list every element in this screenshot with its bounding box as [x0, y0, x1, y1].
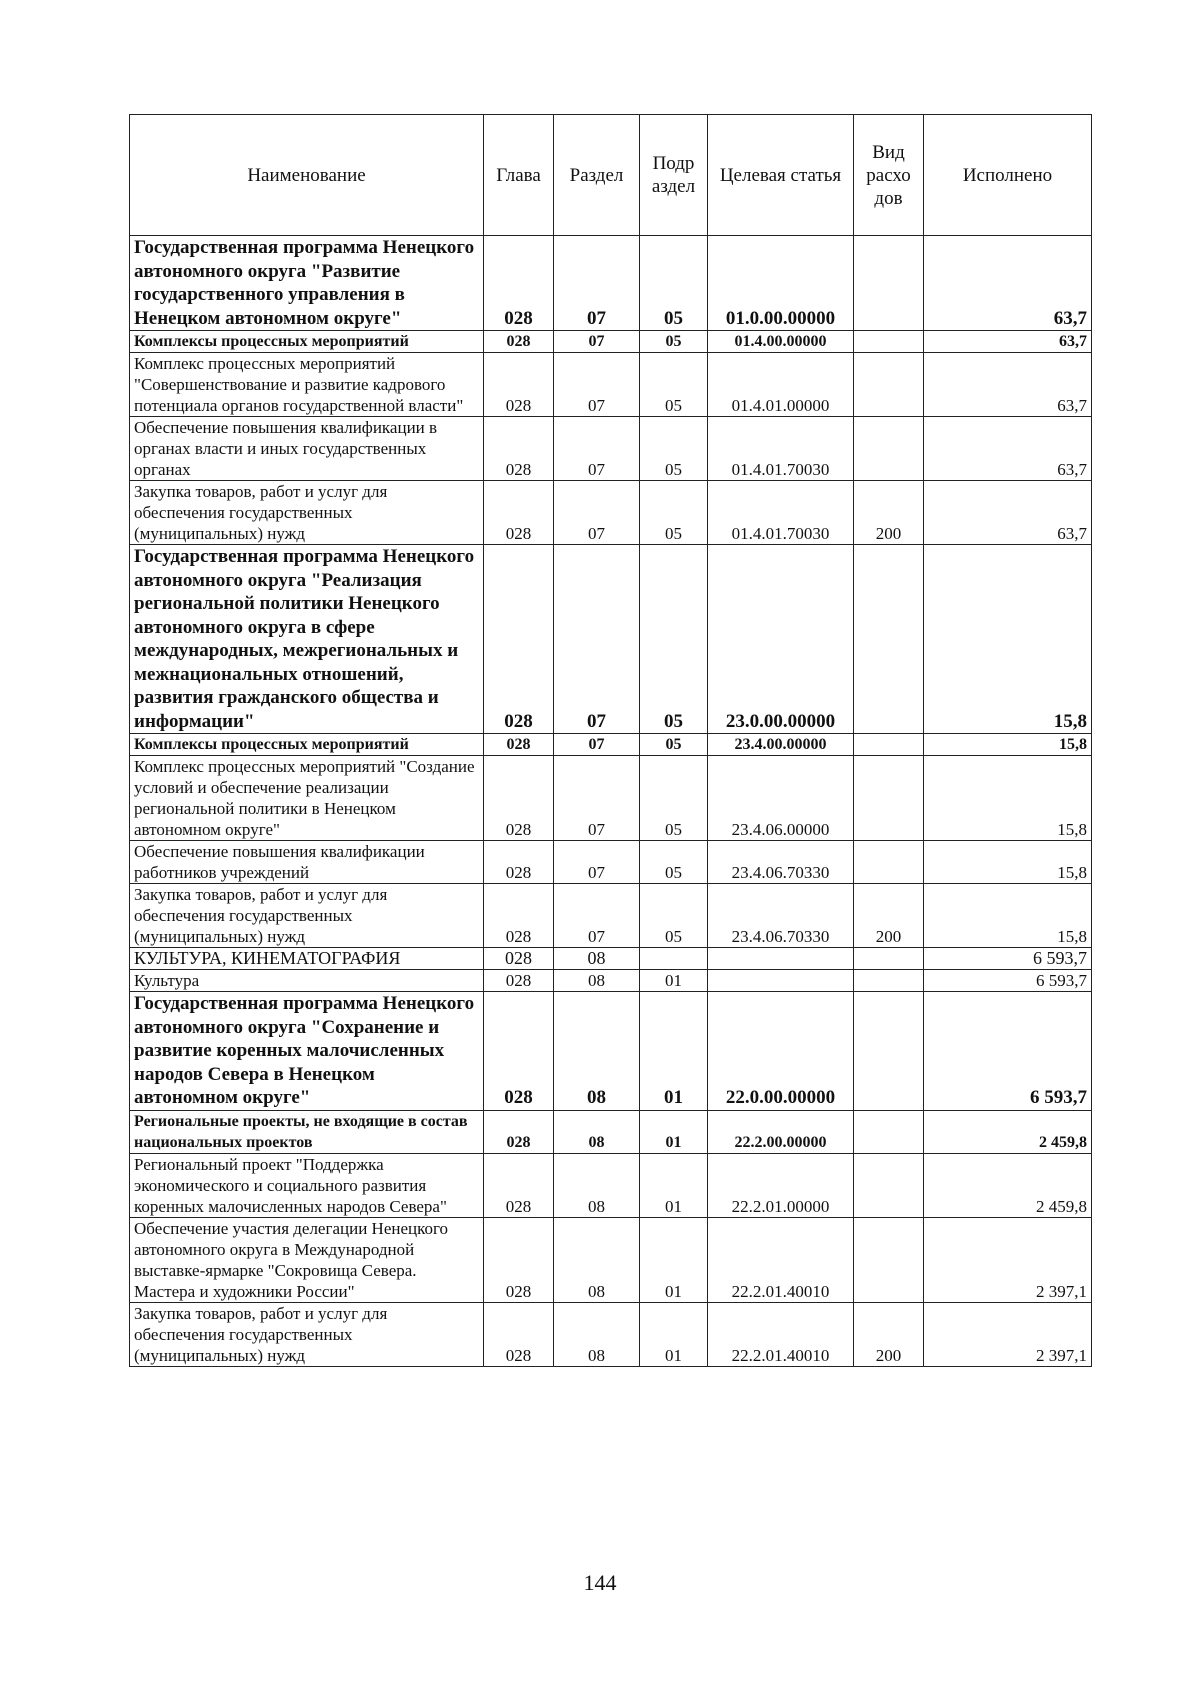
- row-target-article: 01.0.00.00000: [708, 236, 854, 331]
- header-target-article: Целевая статья: [708, 115, 854, 236]
- row-razdel: 08: [554, 1217, 640, 1302]
- row-expense-type: [854, 841, 924, 884]
- row-podrazdel: 05: [640, 756, 708, 841]
- row-razdel: 08: [554, 948, 640, 970]
- row-podrazdel: 01: [640, 992, 708, 1111]
- row-glava: 028: [484, 331, 554, 353]
- row-expense-type: 200: [854, 481, 924, 545]
- table-row: [130, 756, 1092, 841]
- row-target-article: 23.4.06.00000: [708, 756, 854, 841]
- row-name: Обеспечение повышения квалификации в органах власти и иных государственных органах: [130, 417, 484, 481]
- row-podrazdel: 01: [640, 970, 708, 992]
- row-expense-type: [854, 734, 924, 756]
- row-amount: 15,8: [924, 545, 1092, 734]
- row-glava: 028: [484, 353, 554, 417]
- row-name: КУЛЬТУРА, КИНЕМАТОГРАФИЯ: [130, 948, 484, 970]
- row-name: Комплексы процессных мероприятий: [130, 734, 484, 756]
- header-podrazdel: Подр аздел: [640, 115, 708, 236]
- row-expense-type: 200: [854, 1302, 924, 1366]
- header-name: Наименование: [130, 115, 484, 236]
- row-glava: 028: [484, 992, 554, 1111]
- row-expense-type: [854, 545, 924, 734]
- row-target-article: 23.4.06.70330: [708, 841, 854, 884]
- row-glava: 028: [484, 417, 554, 481]
- row-razdel: 07: [554, 417, 640, 481]
- table-row: [130, 992, 1092, 1111]
- row-name: Обеспечение повышения квалификации работников учреждений: [130, 841, 484, 884]
- row-podrazdel: 05: [640, 353, 708, 417]
- table-row: [130, 417, 1092, 481]
- row-glava: 028: [484, 1110, 554, 1153]
- row-razdel: 08: [554, 1110, 640, 1153]
- row-razdel: 07: [554, 545, 640, 734]
- table-row: [130, 545, 1092, 734]
- header-razdel: Раздел: [554, 115, 640, 236]
- row-podrazdel: 05: [640, 734, 708, 756]
- row-amount: 63,7: [924, 481, 1092, 545]
- row-expense-type: [854, 970, 924, 992]
- row-target-article: [708, 970, 854, 992]
- table-row: [130, 353, 1092, 417]
- row-name: Государственная программа Ненецкого автономного округа "Сохранение и развитие коренных малочисленных народов Севера в Ненецком автономном округе": [130, 992, 484, 1111]
- row-razdel: 07: [554, 353, 640, 417]
- row-expense-type: [854, 331, 924, 353]
- row-target-article: 23.0.00.00000: [708, 545, 854, 734]
- row-amount: 63,7: [924, 331, 1092, 353]
- row-amount: 63,7: [924, 353, 1092, 417]
- row-amount: 15,8: [924, 734, 1092, 756]
- row-name: Комплекс процессных мероприятий "Совершенствование и развитие кадрового потенциала органов государственной власти": [130, 353, 484, 417]
- table-row: [130, 734, 1092, 756]
- row-target-article: 22.2.01.40010: [708, 1302, 854, 1366]
- row-razdel: 07: [554, 884, 640, 948]
- row-amount: 6 593,7: [924, 948, 1092, 970]
- header-executed: Исполнено: [924, 115, 1092, 236]
- row-name: Государственная программа Ненецкого автономного округа "Реализация региональной политики Ненецкого автономного округа в сфере международных, межрегиональных и межнациональных отношений, развития гражданского общества и информации": [130, 545, 484, 734]
- row-target-article: 22.0.00.00000: [708, 992, 854, 1111]
- row-name: Региональные проекты, не входящие в состав национальных проектов: [130, 1110, 484, 1153]
- row-glava: 028: [484, 236, 554, 331]
- table-header-row: [130, 115, 1092, 236]
- row-target-article: 01.4.01.70030: [708, 417, 854, 481]
- row-target-article: 23.4.00.00000: [708, 734, 854, 756]
- row-amount: 2 459,8: [924, 1153, 1092, 1217]
- row-amount: 2 397,1: [924, 1217, 1092, 1302]
- row-amount: 6 593,7: [924, 992, 1092, 1111]
- row-amount: 15,8: [924, 884, 1092, 948]
- header-expense-type: Вид расхо дов: [854, 115, 924, 236]
- row-razdel: 07: [554, 331, 640, 353]
- row-podrazdel: 05: [640, 481, 708, 545]
- row-amount: 15,8: [924, 841, 1092, 884]
- row-razdel: 07: [554, 481, 640, 545]
- row-name: Комплексы процессных мероприятий: [130, 331, 484, 353]
- row-target-article: 22.2.01.00000: [708, 1153, 854, 1217]
- row-expense-type: [854, 417, 924, 481]
- header-glava: Глава: [484, 115, 554, 236]
- table-row: [130, 1302, 1092, 1366]
- row-expense-type: [854, 1153, 924, 1217]
- row-podrazdel: 01: [640, 1153, 708, 1217]
- table-row: [130, 1217, 1092, 1302]
- row-amount: 6 593,7: [924, 970, 1092, 992]
- page-number: 144: [583, 1570, 617, 1595]
- row-name: Региональный проект "Поддержка экономического и социального развития коренных малочисленных народов Севера": [130, 1153, 484, 1217]
- row-expense-type: 200: [854, 884, 924, 948]
- table-row: [130, 481, 1092, 545]
- table-row: [130, 1153, 1092, 1217]
- row-glava: 028: [484, 481, 554, 545]
- table-row: [130, 236, 1092, 331]
- row-razdel: 07: [554, 841, 640, 884]
- row-podrazdel: 05: [640, 841, 708, 884]
- row-podrazdel: 05: [640, 545, 708, 734]
- row-expense-type: [854, 1110, 924, 1153]
- row-podrazdel: 05: [640, 331, 708, 353]
- row-razdel: 08: [554, 1153, 640, 1217]
- row-amount: 2 459,8: [924, 1110, 1092, 1153]
- row-glava: 028: [484, 948, 554, 970]
- row-name: Обеспечение участия делегации Ненецкого автономного округа в Международной выставке-ярмарке "Сокровища Севера. Мастера и художники России": [130, 1217, 484, 1302]
- row-amount: 15,8: [924, 756, 1092, 841]
- row-glava: 028: [484, 545, 554, 734]
- row-expense-type: [854, 353, 924, 417]
- row-glava: 028: [484, 841, 554, 884]
- row-razdel: 07: [554, 734, 640, 756]
- row-target-article: [708, 948, 854, 970]
- row-razdel: 08: [554, 970, 640, 992]
- row-name: Закупка товаров, работ и услуг для обеспечения государственных (муниципальных) нужд: [130, 1302, 484, 1366]
- row-podrazdel: 05: [640, 236, 708, 331]
- row-glava: 028: [484, 970, 554, 992]
- row-glava: 028: [484, 734, 554, 756]
- row-podrazdel: 01: [640, 1217, 708, 1302]
- table-row: [130, 1110, 1092, 1153]
- table-row: [130, 841, 1092, 884]
- row-glava: 028: [484, 1153, 554, 1217]
- row-target-article: 01.4.01.70030: [708, 481, 854, 545]
- row-name: Закупка товаров, работ и услуг для обеспечения государственных (муниципальных) нужд: [130, 481, 484, 545]
- row-amount: 63,7: [924, 236, 1092, 331]
- row-amount: 63,7: [924, 417, 1092, 481]
- row-razdel: 07: [554, 236, 640, 331]
- row-razdel: 08: [554, 992, 640, 1111]
- row-name: Государственная программа Ненецкого автономного округа "Развитие государственного управления в Ненецком автономном округе": [130, 236, 484, 331]
- table-row: [130, 331, 1092, 353]
- row-expense-type: [854, 992, 924, 1111]
- table-row: [130, 970, 1092, 992]
- row-podrazdel: 05: [640, 884, 708, 948]
- row-razdel: 07: [554, 756, 640, 841]
- row-target-article: 22.2.00.00000: [708, 1110, 854, 1153]
- row-target-article: 22.2.01.40010: [708, 1217, 854, 1302]
- row-target-article: 23.4.06.70330: [708, 884, 854, 948]
- table-row: [130, 948, 1092, 970]
- table-row: [130, 884, 1092, 948]
- row-podrazdel: 05: [640, 417, 708, 481]
- row-name: Комплекс процессных мероприятий "Создание условий и обеспечение реализации региональной политики в Ненецком автономном округе": [130, 756, 484, 841]
- row-expense-type: [854, 236, 924, 331]
- row-glava: 028: [484, 756, 554, 841]
- row-name: Культура: [130, 970, 484, 992]
- row-glava: 028: [484, 1217, 554, 1302]
- row-podrazdel: 01: [640, 1110, 708, 1153]
- row-razdel: 08: [554, 1302, 640, 1366]
- row-expense-type: [854, 948, 924, 970]
- row-podrazdel: [640, 948, 708, 970]
- row-podrazdel: 01: [640, 1302, 708, 1366]
- row-glava: 028: [484, 884, 554, 948]
- row-expense-type: [854, 756, 924, 841]
- row-glava: 028: [484, 1302, 554, 1366]
- row-target-article: 01.4.00.00000: [708, 331, 854, 353]
- row-amount: 2 397,1: [924, 1302, 1092, 1366]
- row-target-article: 01.4.01.00000: [708, 353, 854, 417]
- row-expense-type: [854, 1217, 924, 1302]
- budget-execution-table: [129, 114, 1092, 1367]
- row-name: Закупка товаров, работ и услуг для обеспечения государственных (муниципальных) нужд: [130, 884, 484, 948]
